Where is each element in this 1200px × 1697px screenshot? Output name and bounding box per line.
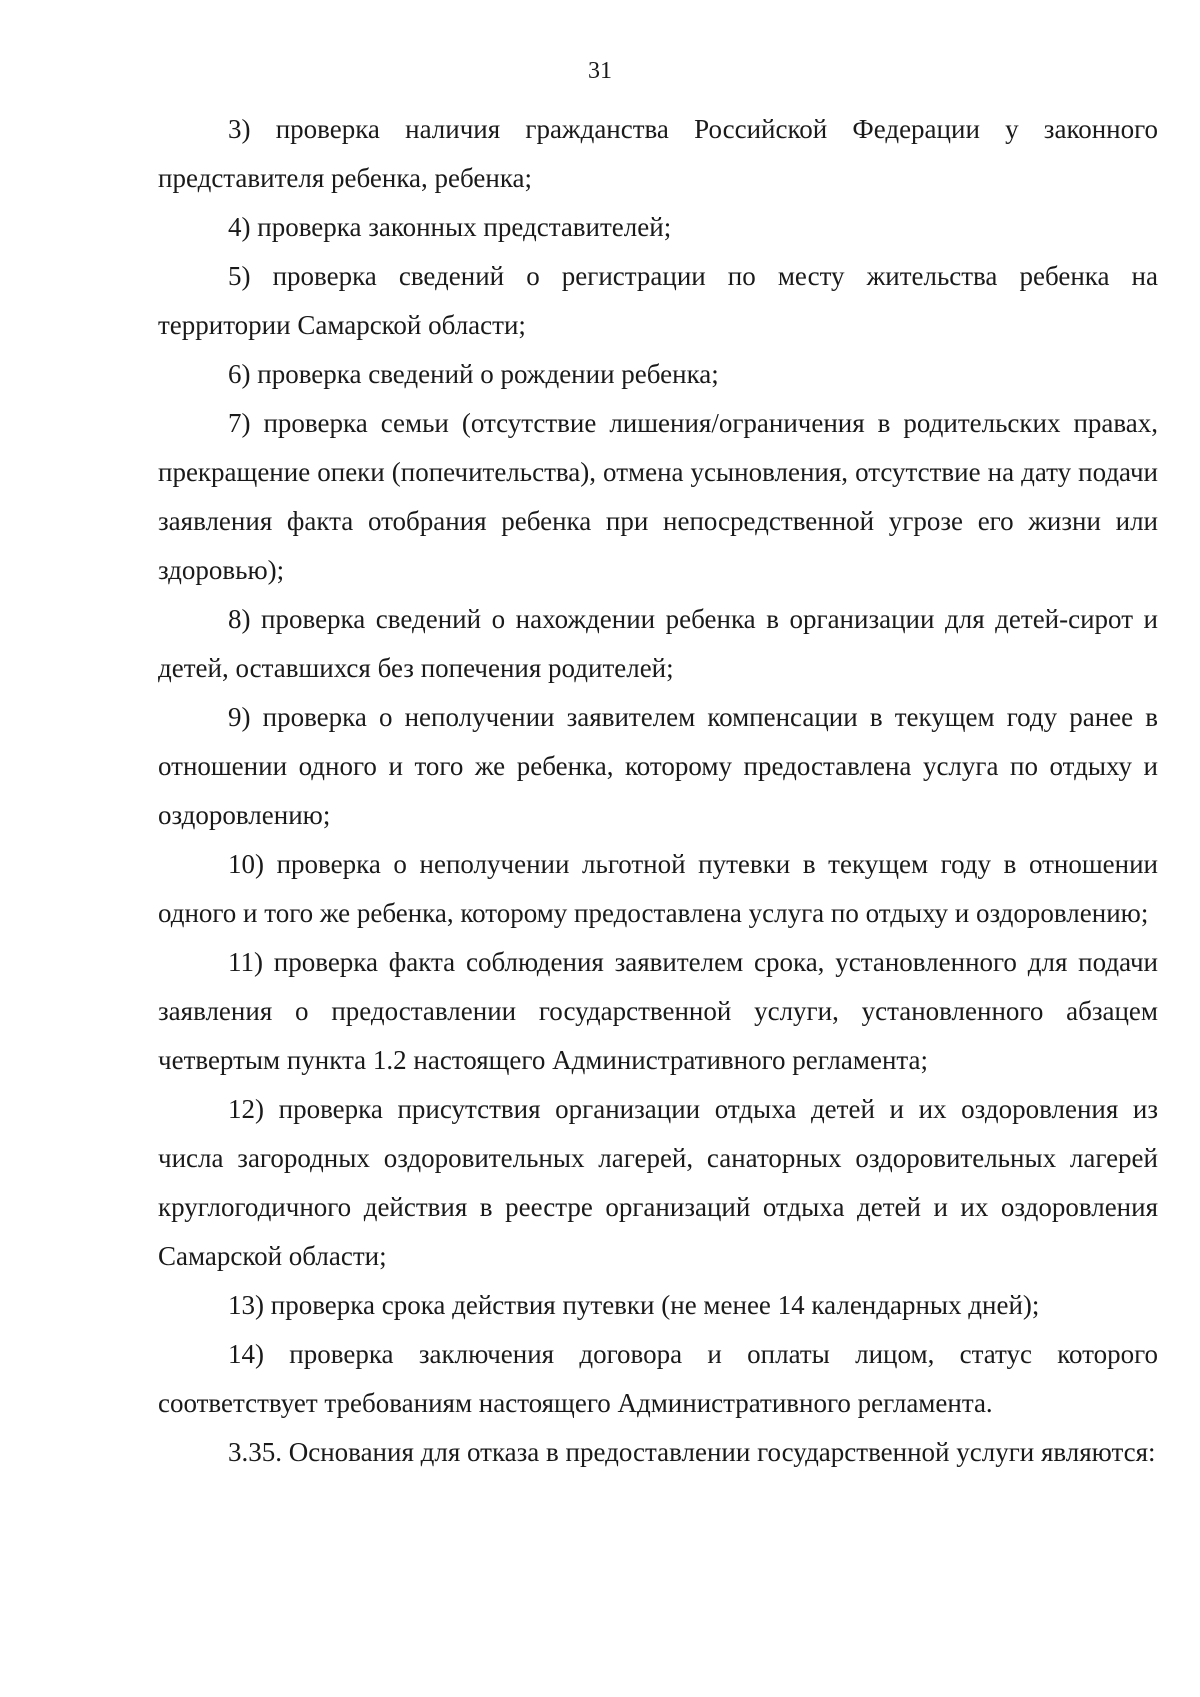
paragraph-item-13: 13) проверка срока действия путевки (не менее 14 календарных дней); xyxy=(228,1290,1040,1320)
page-number: 31 xyxy=(588,58,612,84)
paragraph-item-6: 6) проверка сведений о рождении ребенка; xyxy=(228,359,719,389)
paragraph-item-14: 14) проверка заключения договора и оплаты лицом, статус которого соответствует требованиям настоящего Административного регламента. xyxy=(158,1339,1158,1418)
paragraph-item-7: 7) проверка семьи (отсутствие лишения/ограничения в родительских правах, прекращение опеки (попечительства), отмена усыновления, отсутствие на дату подачи заявления факта отобрания ребенка при непосредственной угрозе его жизни или здоровью); xyxy=(158,408,1158,585)
paragraph-item-3: 3) проверка наличия гражданства Российской Федерации у законного представителя ребенка, ребенка; xyxy=(158,114,1158,193)
paragraph-item-8: 8) проверка сведений о нахождении ребенка в организации для детей-сирот и детей, оставшихся без попечения родителей; xyxy=(158,604,1158,683)
document-body xyxy=(158,105,1158,1477)
paragraph-item-11: 11) проверка факта соблюдения заявителем срока, установленного для подачи заявления о предоставлении государственной услуги, установленного абзацем четвертым пункта 1.2 настоящего Административного регламента; xyxy=(158,947,1158,1075)
paragraph-item-9: 9) проверка о неполучении заявителем компенсации в текущем году ранее в отношении одного и того же ребенка, которому предоставлена услуга по отдыху и оздоровлению; xyxy=(158,702,1158,830)
paragraph-item-5: 5) проверка сведений о регистрации по месту жительства ребенка на территории Самарской области; xyxy=(158,261,1158,340)
paragraph-item-10: 10) проверка о неполучении льготной путевки в текущем году в отношении одного и того же ребенка, которому предоставлена услуга по отдыху и оздоровлению; xyxy=(158,849,1158,928)
paragraph-item-4: 4) проверка законных представителей; xyxy=(228,212,672,242)
paragraph-item-12: 12) проверка присутствия организации отдыха детей и их оздоровления из числа загородных оздоровительных лагерей, санаторных оздоровительных лагерей круглогодичного действия в реестре организаций отдыха детей и их оздоровления Самарской области; xyxy=(158,1094,1158,1271)
paragraph-section-3-35: 3.35. Основания для отказа в предоставлении государственной услуги являются: xyxy=(228,1437,1156,1467)
